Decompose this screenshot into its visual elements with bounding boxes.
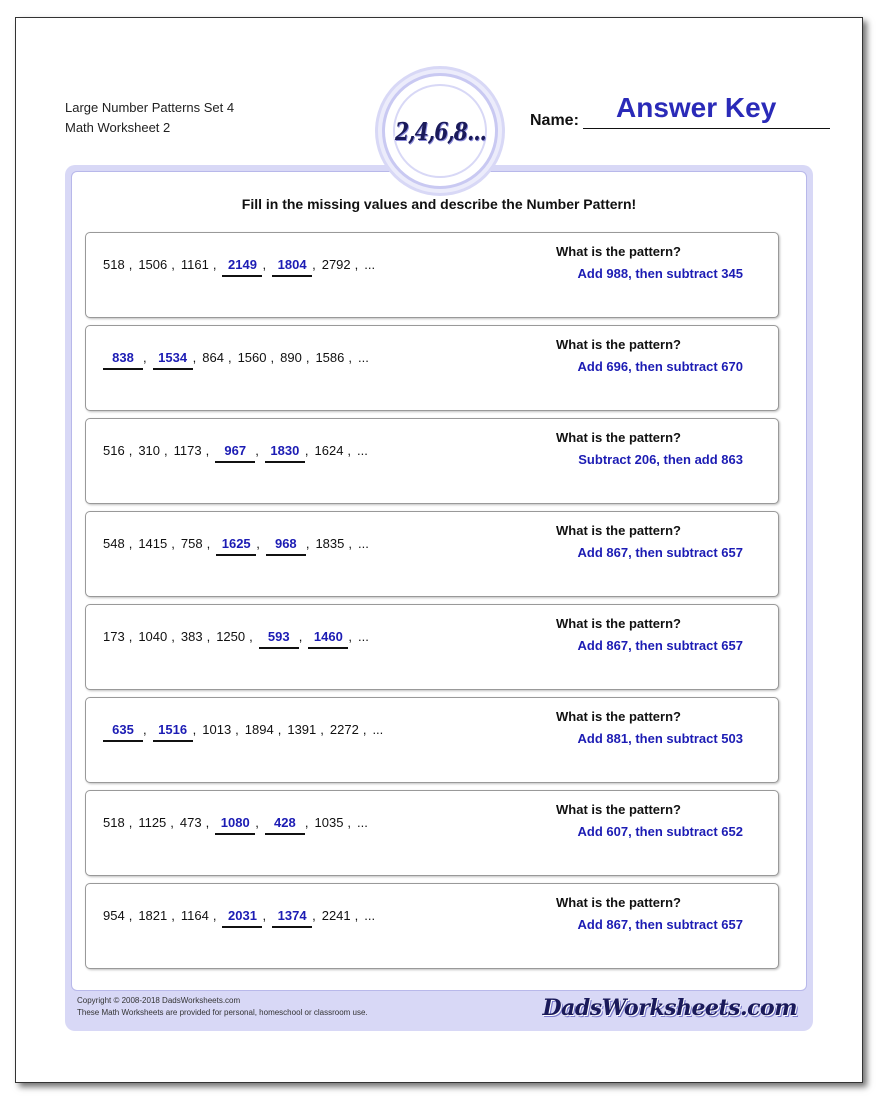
sequence-number: ... — [372, 722, 384, 737]
answer-blank: 2149 — [222, 257, 262, 277]
sequence-number: 2272 — [329, 722, 359, 737]
problems-frame — [65, 165, 813, 1031]
sequence-number: 1035 — [314, 815, 344, 830]
comma-separator: , — [171, 908, 175, 923]
comma-separator: , — [128, 908, 133, 923]
comma-separator: , — [205, 815, 210, 830]
comma-separator: , — [262, 257, 267, 272]
pattern-answer: Add 881, then subtract 503 — [577, 731, 743, 746]
pattern-question: What is the pattern? — [556, 895, 681, 910]
sequence-number: 1835 — [315, 536, 345, 551]
comma-separator: , — [128, 536, 133, 551]
sequence-number: 1250 — [216, 629, 246, 644]
problem-card — [85, 325, 779, 411]
comma-separator: , — [320, 722, 324, 737]
comma-separator: , — [164, 443, 168, 458]
sequence-number: 1586 — [315, 350, 345, 365]
sequence-number: 518 — [103, 815, 125, 830]
comma-separator: , — [304, 815, 309, 830]
comma-separator: , — [277, 722, 282, 737]
number-sequence — [103, 257, 379, 277]
pattern-answer: Subtract 206, then add 863 — [578, 452, 743, 467]
comma-separator: , — [128, 443, 133, 458]
pattern-question: What is the pattern? — [556, 430, 681, 445]
sequence-number: 1164 — [180, 908, 209, 923]
sequence-number: 383 — [180, 629, 203, 644]
answer-key-text: Answer Key — [616, 92, 777, 123]
number-sequence — [103, 629, 373, 649]
sequence-number: 473 — [179, 815, 202, 830]
comma-separator: , — [171, 257, 175, 272]
answer-blank: 1830 — [265, 443, 305, 463]
answer-blank: 838 — [103, 350, 143, 370]
comma-separator: , — [348, 350, 352, 365]
comma-separator: , — [128, 815, 133, 830]
comma-separator: , — [128, 629, 133, 644]
comma-separator: , — [347, 443, 352, 458]
comma-separator: , — [255, 443, 259, 458]
name-label: Name: — [530, 112, 579, 129]
answer-blank: 1625 — [216, 536, 256, 556]
name-line — [583, 128, 830, 129]
sequence-number: 310 — [138, 443, 161, 458]
answer-blank: 1080 — [215, 815, 255, 835]
sequence-number: 518 — [103, 257, 125, 272]
comma-separator: , — [354, 257, 359, 272]
sequence-number: 1040 — [138, 629, 168, 644]
answer-blank: 1516 — [153, 722, 193, 742]
sequence-number: 1821 — [138, 908, 168, 923]
sequence-number: 2792 — [321, 257, 351, 272]
worksheet-title-line2: Math Worksheet 2 — [65, 120, 171, 135]
answer-blank: 593 — [259, 629, 299, 649]
pattern-question: What is the pattern? — [556, 244, 681, 259]
answer-blank: 635 — [103, 722, 143, 742]
comma-separator: , — [312, 908, 316, 923]
sequence-number: 516 — [103, 443, 125, 458]
answer-blank: 1374 — [272, 908, 312, 928]
sequence-number: 1161 — [180, 257, 209, 272]
problem-card — [85, 511, 779, 597]
comma-separator: , — [347, 815, 352, 830]
copyright-line1: Copyright © 2008-2018 DadsWorksheets.com — [77, 996, 241, 1005]
sequence-number: 548 — [103, 536, 125, 551]
comma-separator: , — [206, 536, 211, 551]
pattern-answer: Add 607, then subtract 652 — [577, 824, 743, 839]
number-sequence — [103, 722, 387, 742]
answer-blank: 1804 — [272, 257, 312, 277]
sequence-number: ... — [358, 629, 369, 644]
comma-separator: , — [249, 629, 253, 644]
answer-blank: 2031 — [222, 908, 262, 928]
answer-blank: 1460 — [308, 629, 348, 649]
comma-separator: , — [143, 350, 147, 365]
answer-blank: 968 — [266, 536, 306, 556]
footer — [65, 993, 813, 1031]
instructions: Fill in the missing values and describe the Number Pattern! — [241, 196, 637, 212]
sequence-number: 1624 — [314, 443, 344, 458]
comma-separator: , — [348, 629, 352, 644]
comma-separator: , — [255, 815, 259, 830]
comma-separator: , — [212, 257, 217, 272]
sequence-number: 1013 — [202, 722, 232, 737]
number-sequence — [103, 443, 372, 463]
problem-card — [85, 418, 779, 504]
copyright — [77, 995, 368, 1019]
pattern-answer: Add 867, then subtract 657 — [577, 917, 743, 932]
comma-separator: , — [298, 629, 303, 644]
brand-logo: DadsWorksheets.com — [542, 995, 797, 1021]
sequence-number: ... — [357, 815, 368, 830]
pattern-answer: Add 988, then subtract 345 — [577, 266, 743, 281]
answer-blank: 1534 — [153, 350, 193, 370]
pattern-question: What is the pattern? — [556, 709, 681, 724]
comma-separator: , — [262, 908, 267, 923]
copyright-line2: These Math Worksheets are provided for personal, homeschool or classroom use. — [77, 1008, 368, 1017]
sequence-number: 1560 — [237, 350, 267, 365]
comma-separator: , — [227, 350, 232, 365]
comma-separator: , — [192, 722, 197, 737]
problem-card — [85, 883, 779, 969]
comma-separator: , — [192, 350, 197, 365]
pattern-question: What is the pattern? — [556, 616, 681, 631]
comma-separator: , — [235, 722, 239, 737]
sequence-number: ... — [358, 536, 369, 551]
comma-separator: , — [171, 536, 175, 551]
sequence-number: 1506 — [138, 257, 168, 272]
problem-card — [85, 232, 779, 318]
comma-separator: , — [212, 908, 217, 923]
problem-card — [85, 790, 779, 876]
number-sequence — [103, 536, 373, 556]
pattern-answer: Add 867, then subtract 657 — [577, 638, 743, 653]
sequence-number: ... — [364, 257, 376, 272]
comma-separator: , — [348, 536, 352, 551]
number-sequence — [103, 350, 373, 370]
comma-separator: , — [270, 350, 275, 365]
comma-separator: , — [304, 443, 309, 458]
problem-card — [85, 697, 779, 783]
answer-blank: 967 — [215, 443, 255, 463]
sequence-number: 758 — [180, 536, 203, 551]
worksheet-title — [65, 98, 234, 138]
number-sequence — [103, 815, 372, 835]
number-sequence — [103, 908, 379, 928]
logo-badge — [382, 73, 498, 189]
pattern-question: What is the pattern? — [556, 523, 681, 538]
sequence-number: 1894 — [244, 722, 274, 737]
pattern-answer: Add 867, then subtract 657 — [577, 545, 743, 560]
comma-separator: , — [362, 722, 367, 737]
sequence-number: 173 — [103, 629, 125, 644]
problem-card — [85, 604, 779, 690]
comma-separator: , — [354, 908, 359, 923]
sequence-number: 954 — [103, 908, 125, 923]
worksheet-title-line1: Large Number Patterns Set 4 — [65, 100, 235, 115]
comma-separator: , — [143, 722, 147, 737]
logo-ring — [393, 84, 487, 178]
comma-separator: , — [171, 629, 175, 644]
logo-text: 2,4,6,8... — [394, 116, 486, 146]
sequence-number: ... — [358, 350, 369, 365]
sequence-number: 864 — [202, 350, 224, 365]
pattern-answer: Add 696, then subtract 670 — [577, 359, 743, 374]
sequence-number: 890 — [280, 350, 302, 365]
sequence-number: ... — [364, 908, 376, 923]
answer-blank: 428 — [265, 815, 305, 835]
pattern-question: What is the pattern? — [556, 802, 681, 817]
comma-separator: , — [170, 815, 174, 830]
sequence-number: 1391 — [287, 722, 317, 737]
sequence-number: 2241 — [321, 908, 351, 923]
comma-separator: , — [206, 629, 211, 644]
comma-separator: , — [205, 443, 210, 458]
sequence-number: 1125 — [138, 815, 167, 830]
pattern-question: What is the pattern? — [556, 337, 681, 352]
problems-panel — [71, 171, 807, 991]
comma-separator: , — [312, 257, 316, 272]
comma-separator: , — [305, 350, 310, 365]
comma-separator: , — [256, 536, 260, 551]
comma-separator: , — [305, 536, 310, 551]
comma-separator: , — [128, 257, 133, 272]
sequence-number: ... — [357, 443, 368, 458]
worksheet-page — [15, 17, 863, 1083]
sequence-number: 1173 — [173, 443, 202, 458]
sequence-number: 1415 — [138, 536, 168, 551]
